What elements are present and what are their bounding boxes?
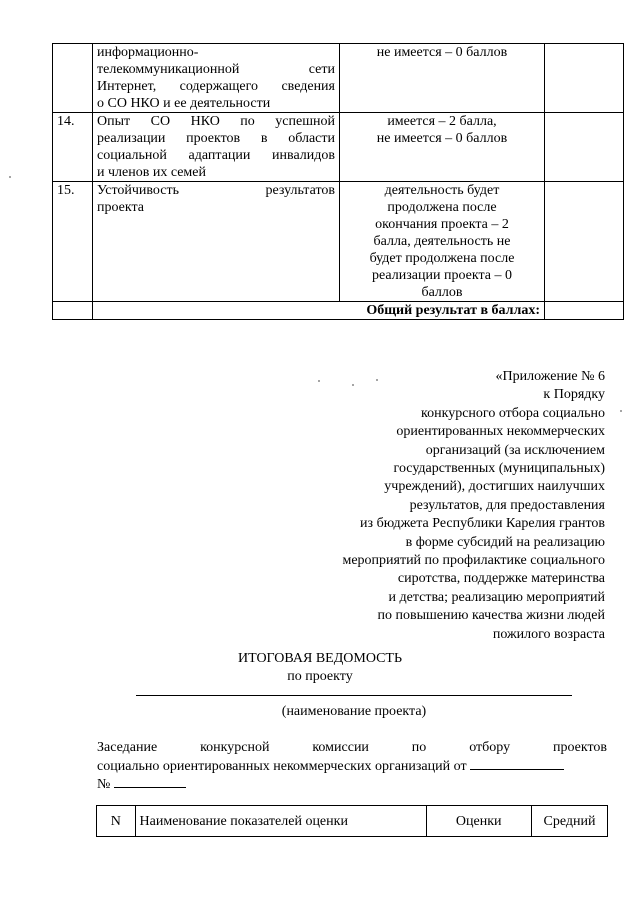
criterion-line: реализации проектов в области <box>97 131 335 146</box>
column-header-average: Средний <box>531 806 607 837</box>
document-subtitle: по проекту <box>287 669 353 684</box>
scan-speck <box>9 176 11 178</box>
session-text: Заседание конкурсной комиссии по отбору проектов <box>97 740 607 755</box>
project-name-caption: (наименование проекта) <box>281 704 427 719</box>
appendix-line: сиротства, поддержке материнства <box>397 571 605 587</box>
criterion-line: Устойчивость результатов <box>97 183 335 198</box>
score-line: деятельность будет <box>384 183 500 198</box>
session-organizations-text: социально ориентированных некоммерческих организаций от <box>97 759 467 774</box>
appendix-line: государственных (муниципальных) <box>393 461 605 477</box>
appendix-line: пожилого возраста <box>492 626 605 642</box>
row-number <box>53 44 93 113</box>
row-number: 15. <box>53 182 93 302</box>
score-line: не имеется – 0 баллов <box>376 131 508 146</box>
column-header-number: N <box>97 806 136 837</box>
score-cell <box>340 44 545 113</box>
appendix-line: ориентированных некоммерческих <box>396 424 605 440</box>
criterion-cell <box>93 113 340 182</box>
table-row <box>53 182 624 302</box>
criterion-line: Опыт СО НКО по успешной <box>97 114 335 129</box>
score-line: имеется – 2 балла, <box>387 114 497 129</box>
number-label: № <box>97 777 111 792</box>
criterion-line: информационно- <box>97 45 199 60</box>
appendix-line: результатов, для предоставления <box>409 497 605 513</box>
column-header-scores: Оценки <box>426 806 531 837</box>
appendix-line: «Приложение № 6 <box>495 369 605 384</box>
appendix-line: учреждений), достигших наилучших <box>384 479 605 495</box>
date-blank <box>470 757 564 770</box>
appendix-line: из бюджета Республики Карелия грантов <box>360 516 605 532</box>
total-number-cell <box>53 302 93 320</box>
score-line: окончания проекта – 2 <box>375 217 509 232</box>
scan-speck <box>620 410 622 412</box>
appendix-line: по повышению качества жизни людей <box>377 608 605 624</box>
score-cell <box>340 113 545 182</box>
appendix-line: к Порядку <box>543 387 605 403</box>
session-number <box>97 775 186 793</box>
total-label: Общий результат в баллах: <box>93 302 545 320</box>
criterion-line: проекта <box>97 200 144 215</box>
criterion-line: о СО НКО и ее деятельности <box>97 96 271 111</box>
score-line: будет продолжена после <box>369 251 515 266</box>
result-cell <box>545 44 624 113</box>
score-cell <box>340 182 545 302</box>
appendix-line: в форме субсидий на реализацию <box>405 534 605 550</box>
table-row <box>53 44 624 113</box>
score-line: балла, деятельность не <box>373 234 511 249</box>
criterion-cell <box>93 44 340 113</box>
criterion-line: социальной адаптации инвалидов <box>97 148 335 163</box>
summary-table <box>96 805 608 837</box>
table-header-row <box>97 806 608 837</box>
result-cell <box>545 113 624 182</box>
appendix-line: и детства; реализацию мероприятий <box>388 589 605 605</box>
score-line: баллов <box>421 285 463 300</box>
session-text-continued <box>97 757 607 775</box>
total-row <box>53 302 624 320</box>
appendix-line: мероприятий по профилактике социального <box>342 553 605 569</box>
criterion-line: Интернет, содержащего сведения <box>97 79 335 94</box>
appendix-line: организаций (за исключением <box>425 442 605 458</box>
criteria-table <box>52 43 624 320</box>
project-name-blank <box>136 694 572 696</box>
row-number: 14. <box>53 113 93 182</box>
criterion-cell <box>93 182 340 302</box>
criterion-line: телекоммуникационной сети <box>97 62 335 77</box>
score-line: продолжена после <box>387 200 497 215</box>
score-line: реализации проекта – 0 <box>372 268 512 283</box>
result-cell <box>545 182 624 302</box>
appendix-line: конкурсного отбора социально <box>421 405 605 421</box>
table-row <box>53 113 624 182</box>
column-header-indicators: Наименование показателей оценки <box>135 806 426 837</box>
score-line: не имеется – 0 баллов <box>376 45 508 60</box>
total-result-cell <box>545 302 624 320</box>
number-blank <box>114 775 186 788</box>
document-title: ИТОГОВАЯ ВЕДОМОСТЬ <box>237 651 403 666</box>
criterion-line: и членов их семей <box>97 165 206 180</box>
appendix-heading <box>285 368 605 644</box>
